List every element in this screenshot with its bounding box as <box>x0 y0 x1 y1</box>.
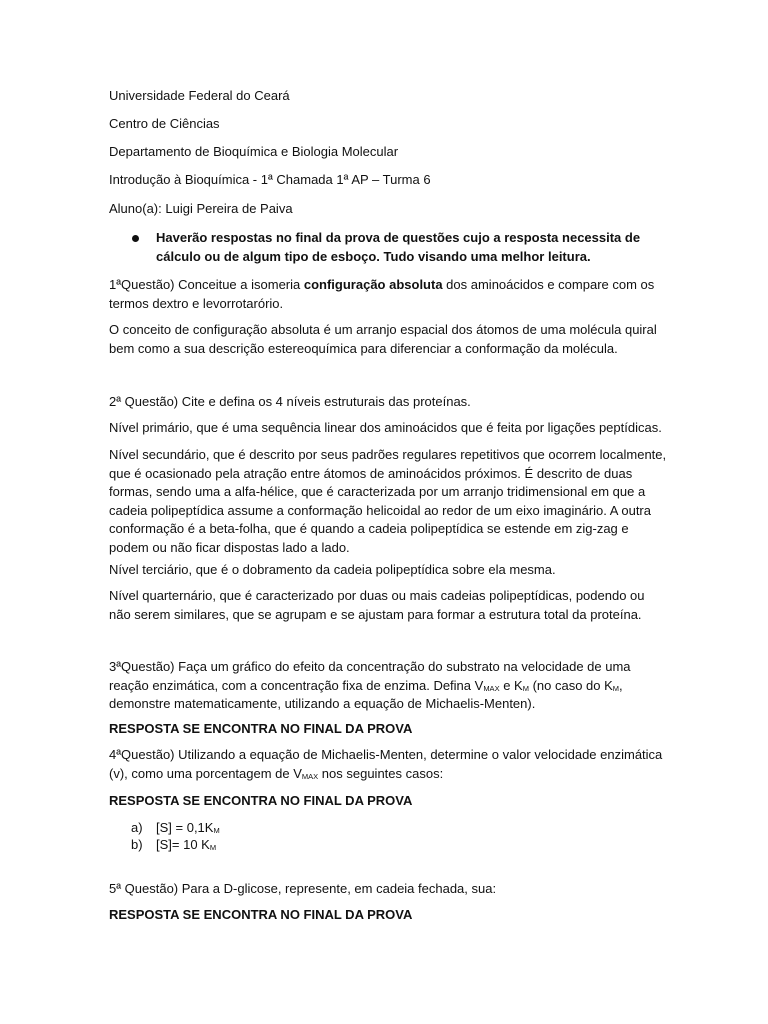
question-3-text-2: e K <box>499 677 523 693</box>
answer-2-secondary: Nível secundário, que é descrito por seus padrões regulares repetitivos que ocorrem localmente, que é ocasionado pela atração entre átomos de aminoácidos próximos. É descrito de duas formas, sendo uma a alfa-hélice, que é caracterizada por um arranjo tridimensional em que a cadeia polipeptídica assume a conformação helicoidal ao redor de um eixo imaginário. A outra conformação é a beta-folha, que é quando a cadeia polipeptídica se estende em zig-zag e podem ou não ficar dispostas lado a lado. <box>109 447 667 555</box>
question-3-text-3: (no caso do K <box>528 677 613 693</box>
university-name: Universidade Federal do Ceará <box>109 88 290 103</box>
list-item-text <box>156 836 216 854</box>
course-title: Introdução à Bioquímica - 1ª Chamada 1ª AP – Turma 6 <box>109 172 431 187</box>
center-name: Centro de Ciências <box>109 116 220 131</box>
question-1 <box>109 276 669 313</box>
km-subscript-b: M <box>209 843 217 852</box>
list-marker: b) <box>131 837 143 852</box>
list-item-value: [S] = 0,1K <box>156 820 214 835</box>
answer-1: O conceito de configuração absoluta é um arranjo espacial dos átomos de uma molécula quiral bem como a sua descrição estereoquímica para diferenciar a conformação da molécula. <box>109 322 657 356</box>
km-subscript-a: M <box>213 826 220 835</box>
vmax-subscript-q4: MAX <box>301 771 319 781</box>
vmax-subscript: MAX <box>483 683 500 693</box>
student-name: Aluno(a): Luigi Pereira de Paiva <box>109 201 293 216</box>
answer-4: RESPOSTA SE ENCONTRA NO FINAL DA PROVA <box>109 793 413 808</box>
question-1-text-end: dos aminoácidos e compare com os termos dextro e levorrotarório. <box>109 277 655 311</box>
question-3-text-4: , demonstre matematicamente, utilizando a equação de Michaelis-Menten). <box>109 677 623 711</box>
list-item-text <box>156 819 220 837</box>
question-3 <box>109 658 669 714</box>
notice-text: Haverão respostas no final da prova de questões cujo a resposta necessita de cálculo ou de algum tipo de esboço. Tudo visando uma melhor leitura. <box>156 230 641 264</box>
question-4 <box>109 746 669 783</box>
question-2: 2ª Questão) Cite e defina os 4 níveis estruturais das proteínas. <box>109 394 471 409</box>
question-5: 5ª Questão) Para a D-glicose, represente, em cadeia fechada, sua: <box>109 881 497 896</box>
question-4-text: 4ªQuestão) Utilizando a equação de Michaelis-Menten, determine o valor velocidade enzimática (v), como uma porcentagem de V <box>109 747 663 781</box>
list-item-value: [S]= 10 K <box>156 837 210 852</box>
answer-2-tertiary: Nível terciário, que é o dobramento da cadeia polipeptídica sobre ela mesma. <box>109 562 556 577</box>
bullet-icon <box>132 235 139 242</box>
answer-2-quaternary: Nível quarternário, que é caracterizado por duas ou mais cadeias polipeptídicas, podendo ou não serem similares, que se agrupam e se ajustam para formar a estrutura total da proteína. <box>109 588 645 622</box>
question-1-text: 1ªQuestão) Conceitue a isomeria <box>109 277 304 292</box>
answer-5: RESPOSTA SE ENCONTRA NO FINAL DA PROVA <box>109 907 413 922</box>
km-subscript-2: M <box>612 683 620 693</box>
list-marker: a) <box>131 820 143 835</box>
question-1-bold: configuração absoluta <box>303 277 443 292</box>
department-name: Departamento de Bioquímica e Biologia Molecular <box>109 144 399 159</box>
question-4-text-2: nos seguintes casos: <box>318 765 444 781</box>
answer-2-primary: Nível primário, que é uma sequência linear dos aminoácidos que é feita por ligações peptídicas. <box>109 420 662 435</box>
answer-3: RESPOSTA SE ENCONTRA NO FINAL DA PROVA <box>109 721 413 736</box>
km-subscript: M <box>522 683 529 693</box>
question-3-text: 3ªQuestão) Faça um gráfico do efeito da concentração do substrato na velocidade de uma reação enzimática, com a concentração fixa de enzima. Defina V <box>109 659 631 693</box>
